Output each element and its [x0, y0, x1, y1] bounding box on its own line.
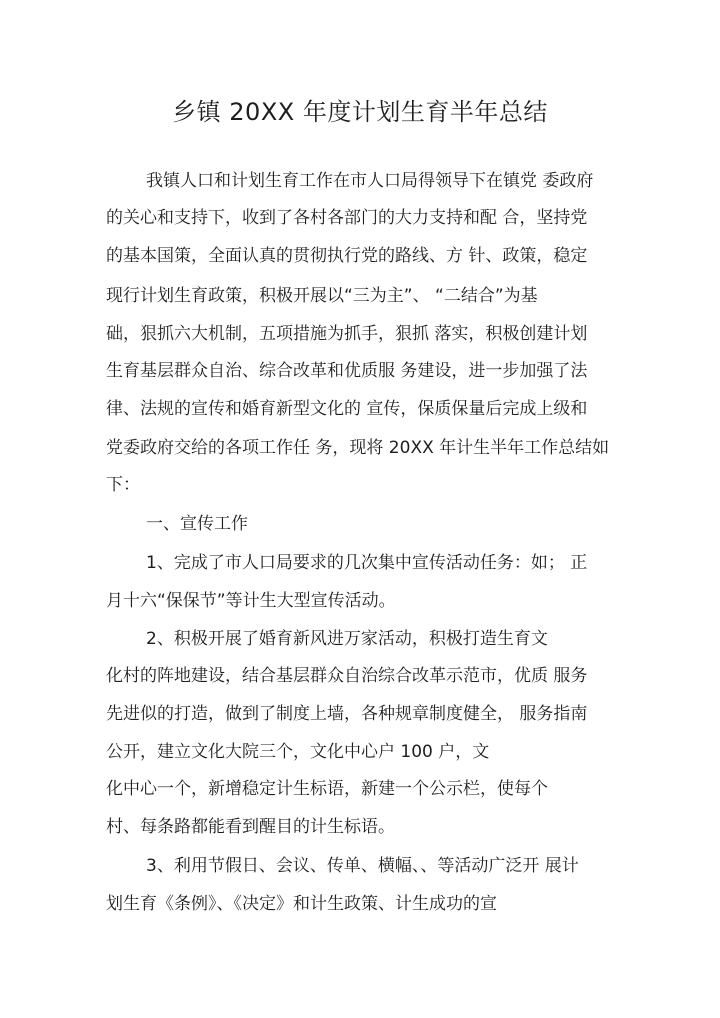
body-line: 化中心一个，新增稳定计生标语，新建一个公示栏，使每个 [106, 779, 548, 799]
body-line: 化村的阵地建设，结合基层群众自治综合改革示范市，优质 服务 [106, 666, 588, 686]
body-line: 月十六“保保节”等计生大型宣传活动。 [106, 591, 396, 611]
body-line: 3、利用节假日、会议、传单、横幅、、等活动广泛开 展计 [146, 856, 579, 876]
body-line: 我镇人口和计划生育工作在市人口局得领导下在镇党 委政府 [146, 171, 594, 191]
body-line: 的基本国策，全面认真的贯彻执行党的路线、方 针、政策，稳定 [106, 246, 588, 266]
body-line: 2、积极开展了婚育新风进万家活动，积极打造生育文 [146, 629, 548, 649]
section-heading: 一、宣传工作 [146, 514, 248, 534]
body-line: 下： [106, 475, 140, 495]
body-line: 现行计划生育政策，积极开展以“三为主”、 “二结合”为基 [106, 286, 538, 306]
body-line: 村、每条路都能看到醒目的计生标语。 [106, 817, 395, 837]
body-line: 础，狠抓六大机制，五项措施为抓手，狠抓 落实，积极创建计划 [106, 324, 588, 344]
body-line: 党委政府交给的各项工作任 务，现将 20XX 年计生半年工作总结如 [106, 438, 610, 458]
body-line: 划生育《条例》、《决定》和计生政策、计生成功的宣 [106, 894, 497, 914]
body-line: 1、完成了市人口局要求的几次集中宣传活动任务：如； 正 [146, 553, 588, 573]
body-line: 律、法规的宣传和婚育新型文化的 宣传，保质保量后完成上级和 [106, 399, 588, 419]
body-line: 先进似的打造，做到了制度上墙，各种规章制度健全， 服务指南 [106, 704, 588, 724]
document-title: 乡镇 20XX 年度计划生育半年总结 [172, 98, 548, 126]
body-line: 生育基层群众自治、综合改革和优质服 务建设，进一步加强了法 [106, 361, 588, 381]
body-line: 公开，建立文化大院三个，文化中心户 100 户，文 [106, 742, 490, 762]
body-line: 的关心和支持下，收到了各村各部门的大力支持和配 合，坚持党 [106, 208, 588, 228]
